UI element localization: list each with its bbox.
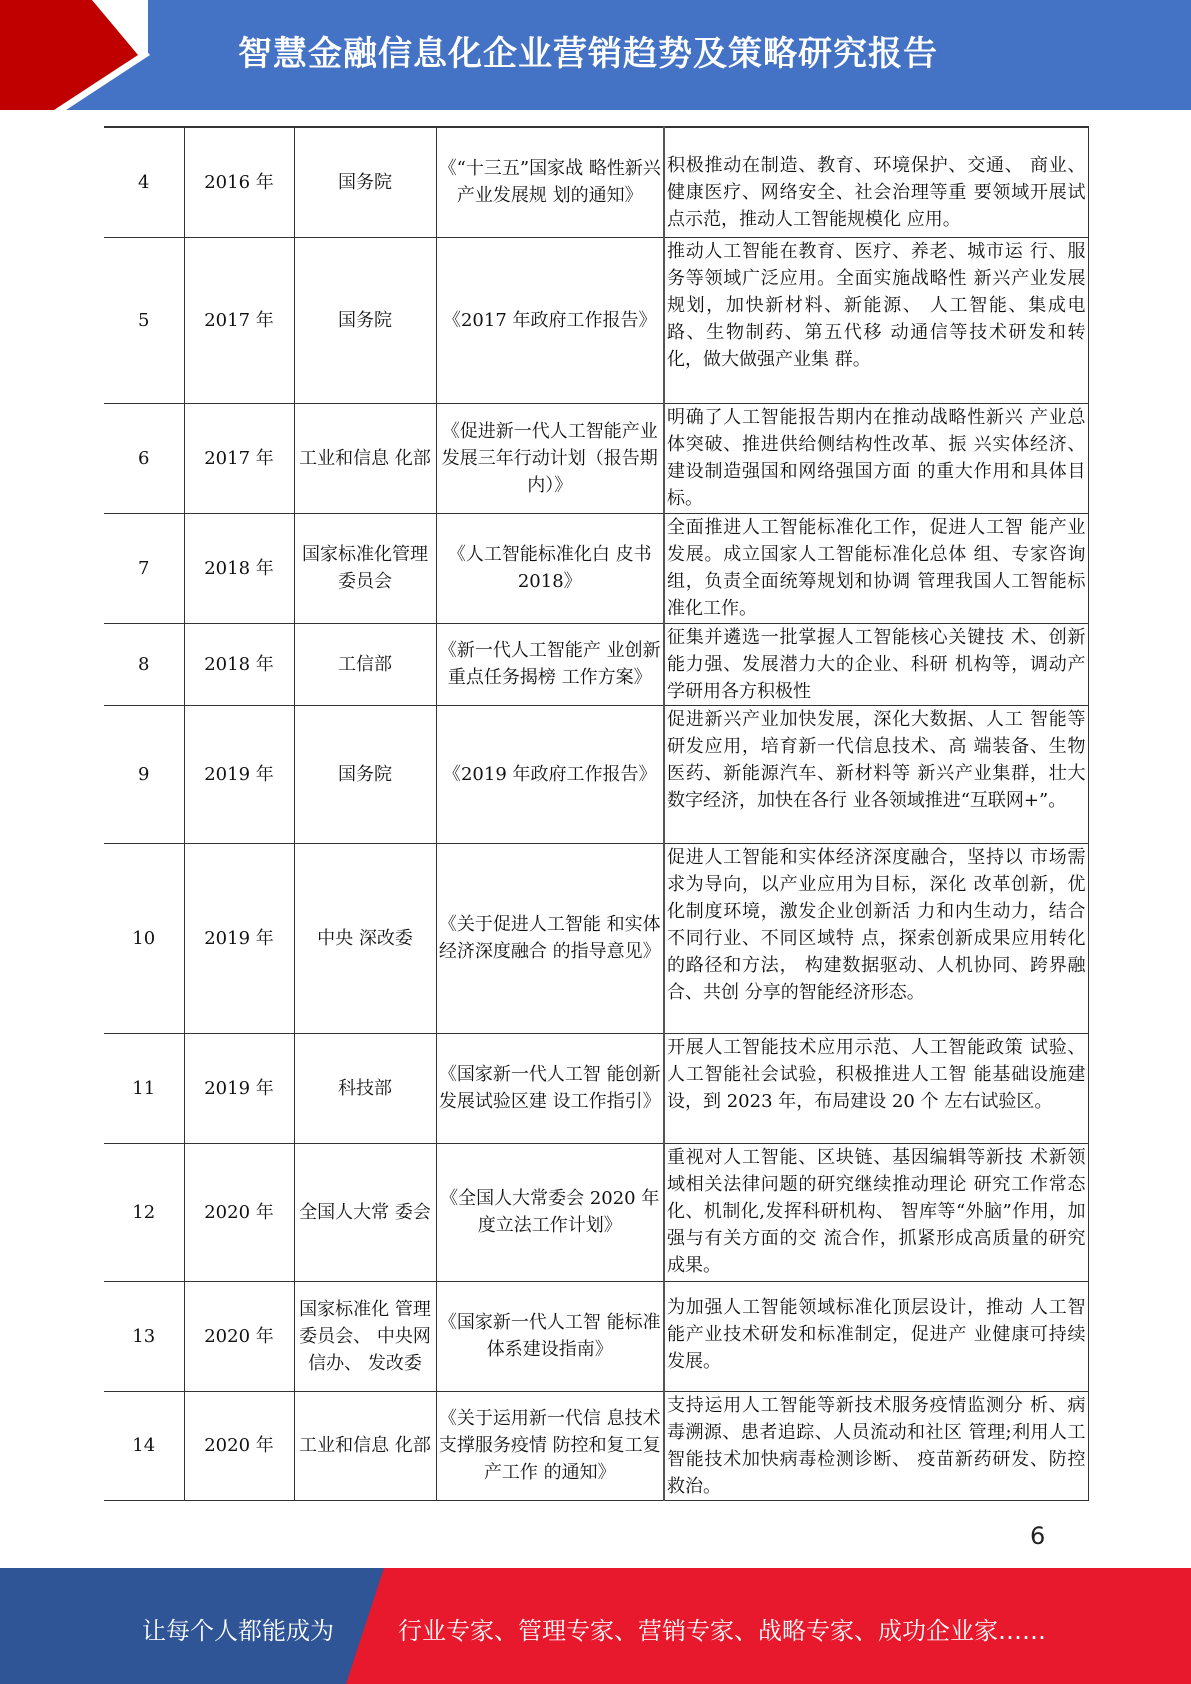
row-document: 《2019 年政府工作报告》	[436, 705, 664, 843]
table-row	[104, 843, 1088, 1033]
row-year: 2019 年	[184, 705, 294, 843]
row-number: 9	[104, 705, 184, 843]
row-year: 2016 年	[184, 127, 294, 237]
row-number: 11	[104, 1033, 184, 1143]
row-number: 14	[104, 1391, 184, 1500]
row-department: 国务院	[294, 705, 436, 843]
row-document: 《关于促进人工智能 和实体经济深度融合 的指导意见》	[436, 843, 664, 1033]
row-number: 12	[104, 1143, 184, 1281]
table-row	[104, 1281, 1088, 1391]
row-year: 2020 年	[184, 1391, 294, 1500]
row-year: 2017 年	[184, 237, 294, 403]
row-document: 《国家新一代人工智 能标准体系建设指南》	[436, 1281, 664, 1391]
page-footer	[0, 1568, 1191, 1684]
row-year: 2019 年	[184, 843, 294, 1033]
row-description: 积极推动在制造、教育、环境保护、交通、 商业、健康医疗、网络安全、社会治理等重 要领域开展试点示范，推动人工智能规模化 应用。	[664, 127, 1088, 237]
row-description: 全面推进人工智能标准化工作，促进人工智 能产业发展。成立国家人工智能标准化总体 组、专家咨询组，负责全面统筹规划和协调 管理我国人工智能标准化工作。	[664, 513, 1088, 623]
row-document: 《人工智能标准化白 皮书 2018》	[436, 513, 664, 623]
table-row	[104, 1143, 1088, 1281]
row-document: 《全国人大常委会 2020 年度立法工作计划》	[436, 1143, 664, 1281]
row-number: 10	[104, 843, 184, 1033]
footer-slogan-left: 让每个人都能成为	[142, 1617, 334, 1645]
row-description: 征集并遴选一批掌握人工智能核心关键技 术、创新能力强、发展潜力大的企业、科研 机构等，调动产学研用各方积极性	[664, 623, 1088, 705]
row-description: 促进新兴产业加快发展，深化大数据、人工 智能等研发应用，培育新一代信息技术、高 端装备、生物医药、新能源汽车、新材料等 新兴产业集群，壮大数字经济，加快在各行 业各领域推进“互联网+”。	[664, 705, 1088, 843]
table-row	[104, 1391, 1088, 1500]
row-description: 开展人工智能技术应用示范、人工智能政策 试验、人工智能社会试验，积极推进人工智 能基础设施建设，到 2023 年，布局建设 20 个 左右试验区。	[664, 1033, 1088, 1143]
row-document: 《国家新一代人工智 能创新发展试验区建 设工作指引》	[436, 1033, 664, 1143]
row-description: 明确了人工智能报告期内在推动战略性新兴 产业总体突破、推进供给侧结构性改革、振 兴实体经济、建设制造强国和网络强国方面 的重大作用和具体目标。	[664, 403, 1088, 513]
row-number: 7	[104, 513, 184, 623]
row-description: 支持运用人工智能等新技术服务疫情监测分 析、病毒溯源、患者追踪、人员流动和社区 管理;利用人工智能技术加快病毒检测诊断、 疫苗新药研发、防控救治。	[664, 1391, 1088, 1500]
row-department: 工业和信息 化部	[294, 403, 436, 513]
row-description: 推动人工智能在教育、医疗、养老、城市运 行、服务等领域广泛应用。全面实施战略性 新兴产业发展规划，加快新材料、新能源、 人工智能、集成电路、生物制药、第五代移 动通信等技术研发和转化，做大做强产业集 群。	[664, 237, 1088, 403]
table-row	[104, 705, 1088, 843]
table-row	[104, 403, 1088, 513]
footer-slogan-right: 行业专家、管理专家、营销专家、战略专家、成功企业家……	[398, 1617, 1046, 1645]
row-description: 促进人工智能和实体经济深度融合，坚持以 市场需求为导向，以产业应用为目标，深化 改革创新，优化制度环境，激发企业创新活 力和内生动力，结合不同行业、不同区域特 点，探索创新成果应用转化的路径和方法， 构建数据驱动、人机协同、跨界融合、共创 分享的智能经济形态。	[664, 843, 1088, 1033]
row-number: 6	[104, 403, 184, 513]
row-year: 2019 年	[184, 1033, 294, 1143]
row-number: 8	[104, 623, 184, 705]
table-row	[104, 1033, 1088, 1143]
row-number: 13	[104, 1281, 184, 1391]
row-department: 国家标准化管理委员会	[294, 513, 436, 623]
row-year: 2020 年	[184, 1143, 294, 1281]
row-number: 4	[104, 127, 184, 237]
row-document: 《新一代人工智能产 业创新重点任务揭榜 工作方案》	[436, 623, 664, 705]
row-department: 国家标准化 管理委员会、 中央网信办、 发改委	[294, 1281, 436, 1391]
row-department: 全国人大常 委会	[294, 1143, 436, 1281]
row-number: 5	[104, 237, 184, 403]
table-row	[104, 237, 1088, 403]
row-document: 《“十三五”国家战 略性新兴产业发展规 划的通知》	[436, 127, 664, 237]
row-year: 2017 年	[184, 403, 294, 513]
row-description: 为加强人工智能领域标准化顶层设计，推动 人工智能产业技术研发和标准制定，促进产 业健康可持续发展。	[664, 1281, 1088, 1391]
policy-table	[104, 126, 1088, 1501]
table-row	[104, 127, 1088, 237]
page-number: 6	[1030, 1522, 1046, 1550]
row-document: 《关于运用新一代信 息技术支撑服务疫情 防控和复工复产工作 的通知》	[436, 1391, 664, 1500]
table-row	[104, 513, 1088, 623]
row-department: 工业和信息 化部	[294, 1391, 436, 1500]
row-department: 国务院	[294, 127, 436, 237]
row-year: 2018 年	[184, 623, 294, 705]
table-row	[104, 623, 1088, 705]
row-department: 科技部	[294, 1033, 436, 1143]
row-document: 《2017 年政府工作报告》	[436, 237, 664, 403]
row-year: 2018 年	[184, 513, 294, 623]
row-department: 工信部	[294, 623, 436, 705]
row-description: 重视对人工智能、区块链、基因编辑等新技 术新领域相关法律问题的研究继续推动理论 研究工作常态化、机制化,发挥科研机构、 智库等“外脑”作用，加强与有关方面的交 流合作，抓紧形成高质量的研究成果。	[664, 1143, 1088, 1281]
row-department: 国务院	[294, 237, 436, 403]
page-header	[0, 0, 1191, 110]
row-department: 中央 深改委	[294, 843, 436, 1033]
report-title: 智慧金融信息化企业营销趋势及策略研究报告	[238, 34, 938, 74]
row-document: 《促进新一代人工智能产业发展三年行动计划（报告期内）》	[436, 403, 664, 513]
row-year: 2020 年	[184, 1281, 294, 1391]
